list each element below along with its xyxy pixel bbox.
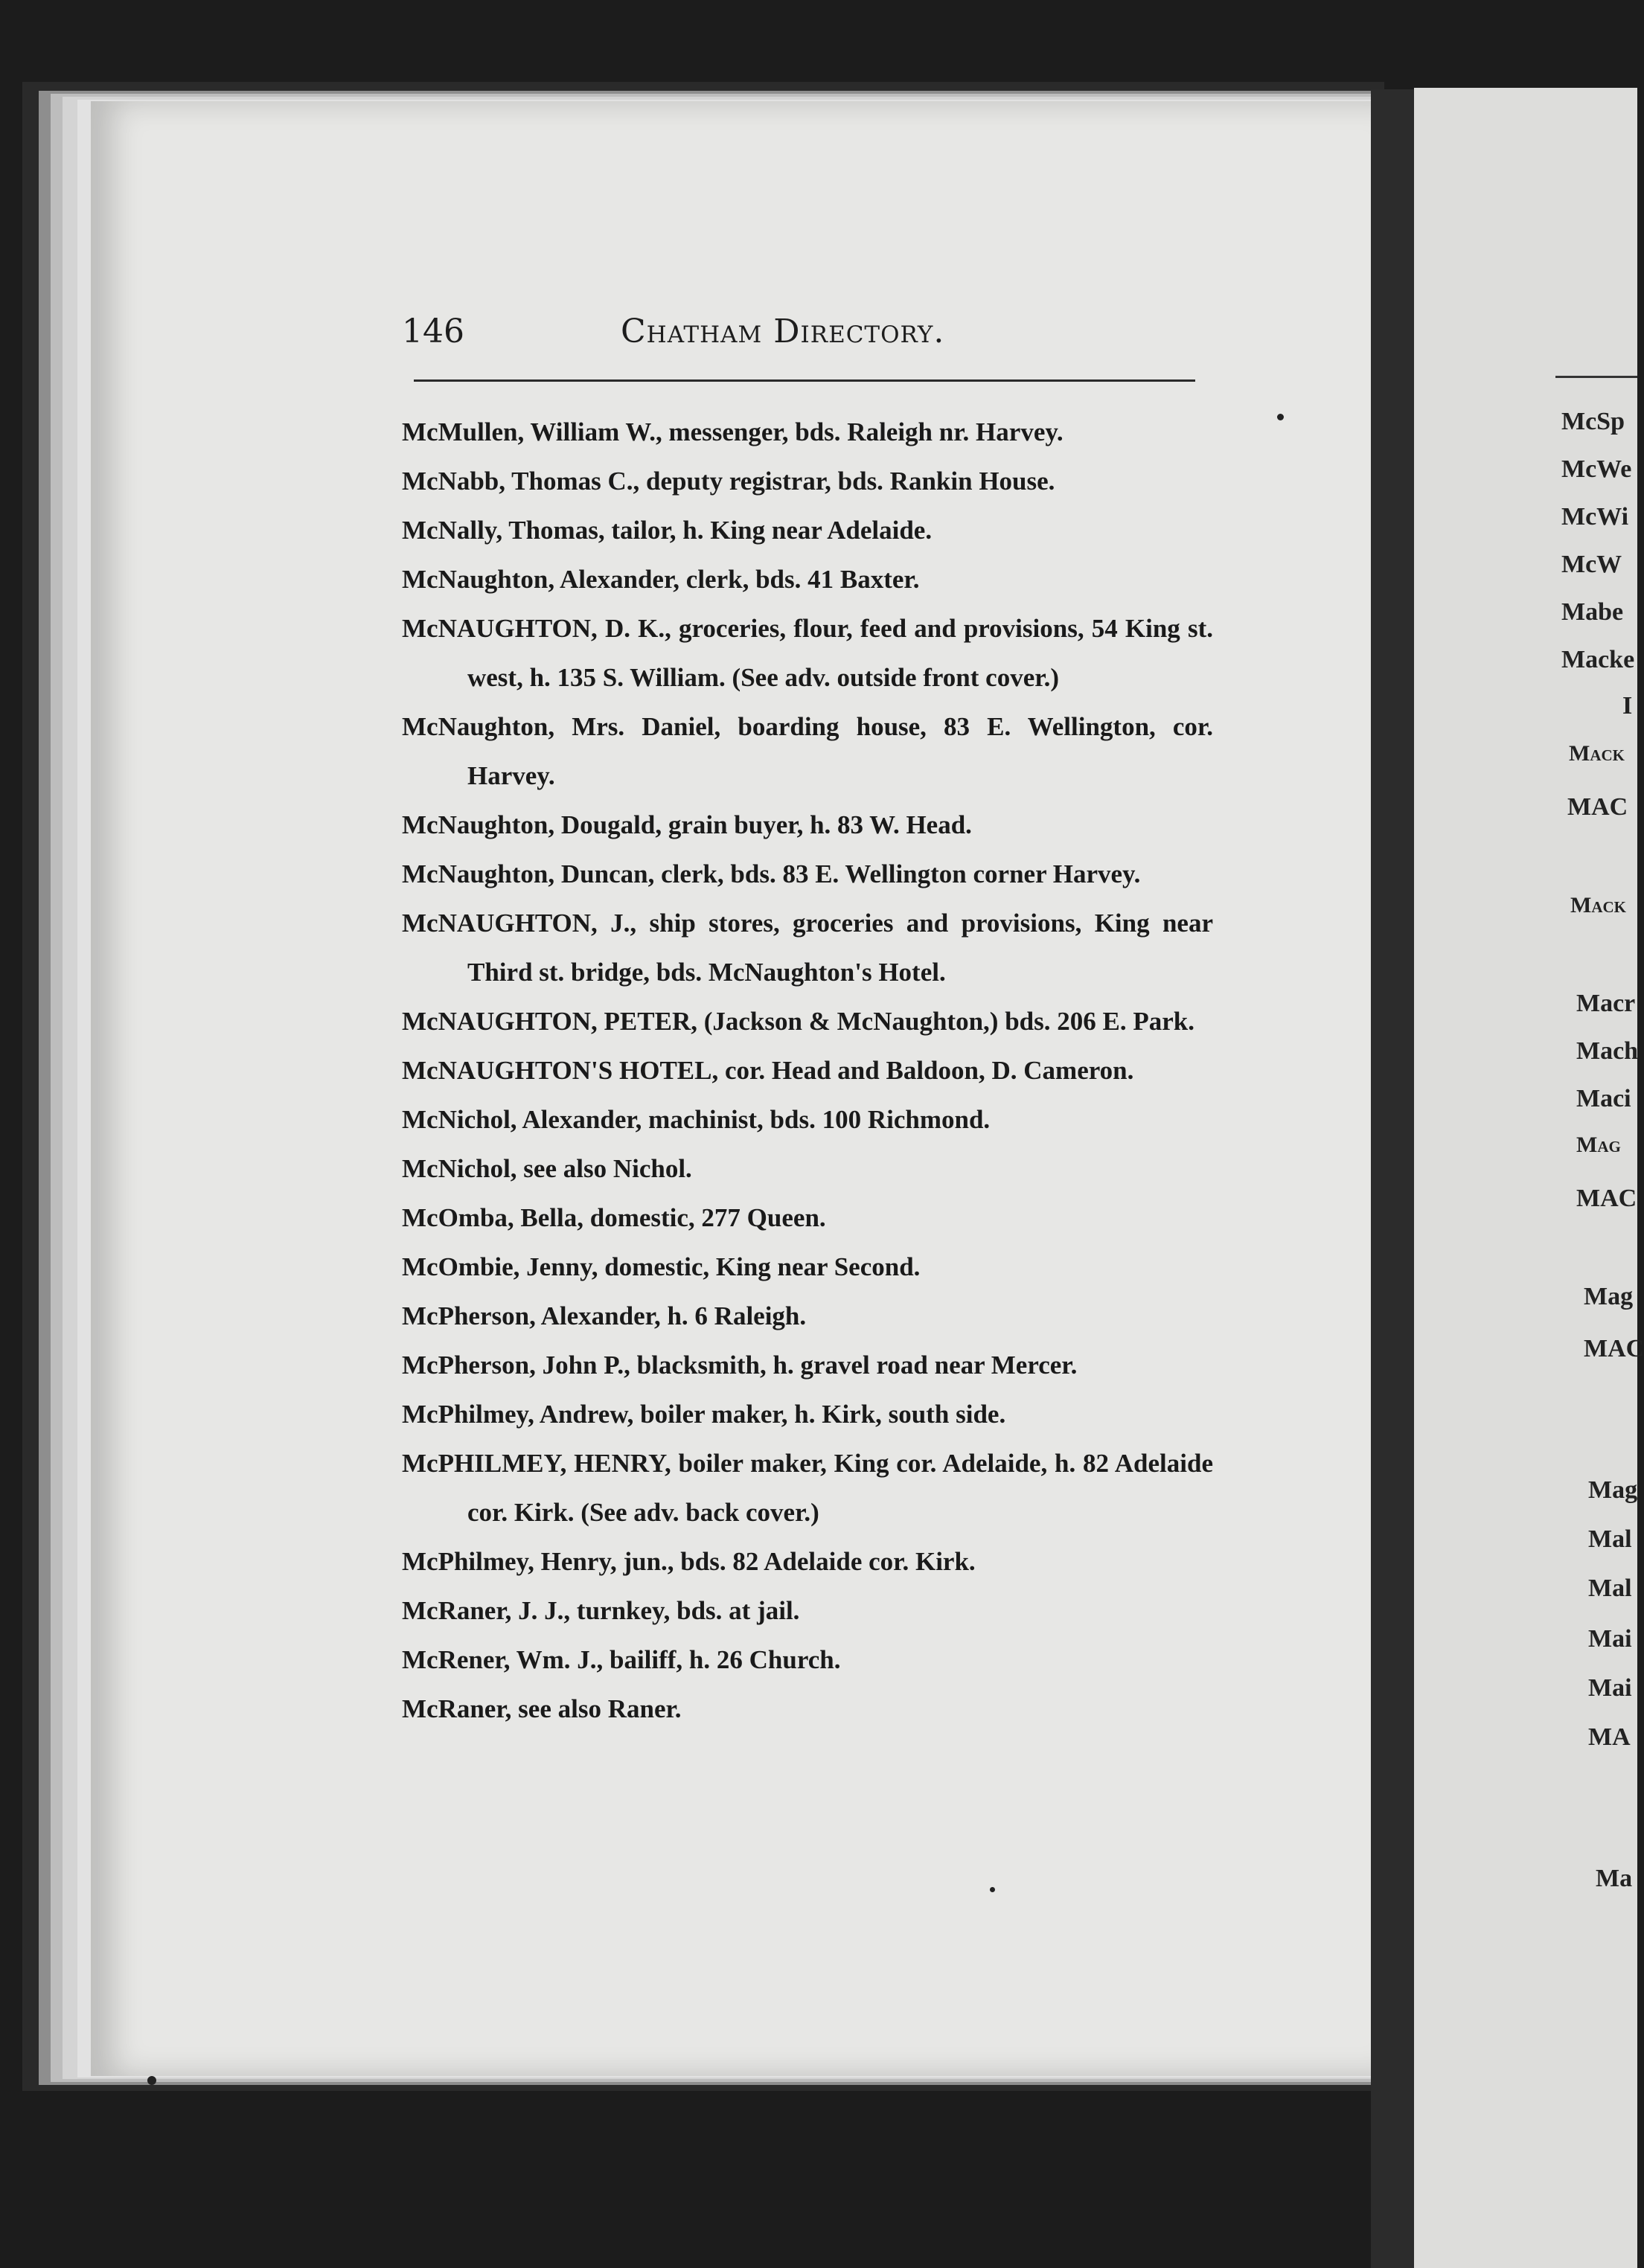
facing-fragment: Mach xyxy=(1576,1037,1639,1065)
directory-entry: McPherson, John P., blacksmith, h. gravel road near Mercer. xyxy=(402,1351,1078,1380)
directory-entry: McPHILMEY, HENRY, boiler maker, King cor. Adelaide, h. 82 Adelaide cor. Kirk. (See adv. back cover.) xyxy=(402,1449,1213,1527)
directory-entry: McMullen, William W., messenger, bds. Raleigh nr. Harvey. xyxy=(402,417,1064,446)
facing-fragment: Mai xyxy=(1588,1625,1632,1653)
facing-fragment: Mai xyxy=(1588,1674,1632,1702)
facing-fragment: Mal xyxy=(1588,1525,1632,1553)
facing-fragment: McWe xyxy=(1561,455,1632,483)
ink-speck xyxy=(147,2076,156,2085)
directory-entry: McNally, Thomas, tailor, h. King near Adelaide. xyxy=(402,516,933,545)
facing-fragment: Mag xyxy=(1576,1133,1621,1157)
directory-entry: McNaughton, Alexander, clerk, bds. 41 Baxter. xyxy=(402,565,920,594)
facing-fragment: Maci xyxy=(1576,1085,1631,1112)
directory-entry: McNAUGHTON'S HOTEL, cor. Head and Baldoon, D. Cameron. xyxy=(402,1056,1134,1085)
directory-entry: McPherson, Alexander, h. 6 Raleigh. xyxy=(402,1301,807,1330)
facing-fragment: MAC xyxy=(1567,793,1628,821)
directory-entry: McNAUGHTON, D. K., groceries, flour, feed and provisions, 54 King st. west, h. 135 S. William. (See adv. outside front cover.) xyxy=(402,614,1213,692)
facing-fragment: Mag xyxy=(1588,1476,1638,1504)
page-number: 146 xyxy=(402,313,464,350)
facing-fragment: Mack xyxy=(1569,741,1625,766)
facing-fragment: MA xyxy=(1588,1723,1631,1751)
ink-speck xyxy=(990,1887,995,1892)
directory-entry: McNaughton, Mrs. Daniel, boarding house, 83 E. Wellington, cor. Harvey. xyxy=(402,712,1213,790)
header-rule xyxy=(414,379,1195,382)
facing-fragment: MAC xyxy=(1584,1335,1644,1362)
directory-entry: McPhilmey, Henry, jun., bds. 82 Adelaide cor. Kirk. xyxy=(402,1547,976,1576)
book-gutter xyxy=(1371,89,1414,2268)
directory-entry: McRaner, J. J., turnkey, bds. at jail. xyxy=(402,1596,800,1625)
facing-fragment: McSp xyxy=(1561,408,1625,435)
directory-entry: McPhilmey, Andrew, boiler maker, h. Kirk, south side. xyxy=(402,1400,1006,1429)
page-title: Chatham Directory. xyxy=(621,313,945,350)
directory-entry: McNAUGHTON, PETER, (Jackson & McNaughton,) bds. 206 E. Park. xyxy=(402,1007,1194,1036)
facing-fragment: Macke xyxy=(1561,646,1635,673)
directory-entry: McRaner, see also Raner. xyxy=(402,1694,682,1723)
directory-entry: McNichol, Alexander, machinist, bds. 100 Richmond. xyxy=(402,1105,991,1134)
facing-fragment: McWi xyxy=(1561,503,1629,531)
directory-entry: McNaughton, Dougald, grain buyer, h. 83 W. Head. xyxy=(402,810,972,839)
ink-speck xyxy=(1277,414,1284,420)
directory-entry: McNichol, see also Nichol. xyxy=(402,1154,692,1183)
facing-fragment: Ma xyxy=(1596,1865,1633,1892)
directory-entry: McNaughton, Duncan, clerk, bds. 83 E. Wellington corner Harvey. xyxy=(402,859,1141,888)
directory-entry: McNAUGHTON, J., ship stores, groceries and provisions, King near Third st. bridge, bds. McNaughton's Hotel. xyxy=(402,909,1213,987)
directory-entry: McOmba, Bella, domestic, 277 Queen. xyxy=(402,1203,826,1232)
facing-fragment: I xyxy=(1622,692,1633,720)
directory-entry: McNabb, Thomas C., deputy registrar, bds. Rankin House. xyxy=(402,467,1055,496)
facing-fragment: Mack xyxy=(1570,893,1626,917)
facing-header-rule xyxy=(1555,376,1637,378)
facing-fragment: Mabe xyxy=(1561,598,1624,626)
directory-entries xyxy=(402,408,1213,1734)
facing-fragment: Mal xyxy=(1588,1575,1632,1602)
directory-entry: McRener, Wm. J., bailiff, h. 26 Church. xyxy=(402,1645,841,1674)
facing-fragment: McW xyxy=(1561,551,1622,578)
facing-fragment: Mag xyxy=(1584,1283,1634,1310)
facing-fragment: Macr xyxy=(1576,990,1636,1017)
facing-fragment: MAC xyxy=(1576,1185,1637,1212)
directory-entry: McOmbie, Jenny, domestic, King near Second. xyxy=(402,1252,921,1281)
